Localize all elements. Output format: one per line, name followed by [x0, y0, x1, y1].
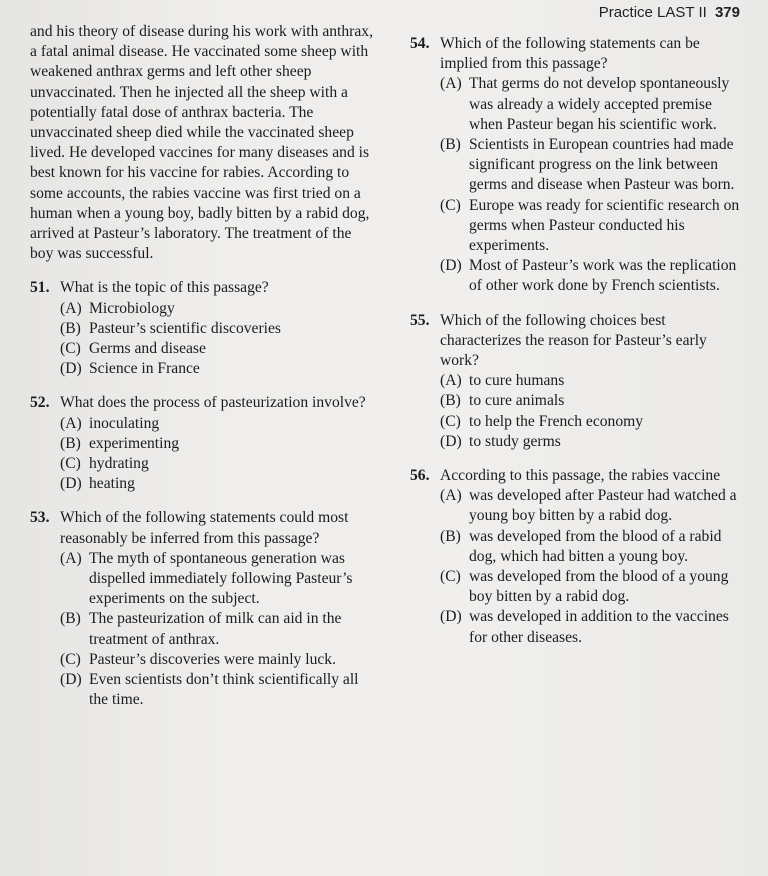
answer-option — [60, 434, 375, 454]
option-label: (B) — [60, 434, 81, 452]
question-52 — [30, 393, 375, 494]
option-text: Pasteur’s discoveries were mainly luck. — [89, 650, 336, 668]
option-label: (A) — [440, 372, 462, 390]
option-label: (B) — [440, 136, 461, 154]
answer-option — [440, 412, 745, 432]
answer-option — [60, 670, 375, 710]
question-54 — [410, 34, 745, 297]
header-title: Practice LAST II — [598, 4, 707, 21]
option-text: Microbiology — [89, 299, 175, 317]
option-label: (D) — [440, 432, 462, 450]
option-text: was developed after Pasteur had watched a young boy bitten by a rabid dog. — [469, 487, 737, 525]
right-column — [410, 34, 745, 648]
option-text: was developed from the blood of a young boy bitten by a rabid dog. — [469, 568, 729, 606]
answer-option — [60, 319, 375, 339]
option-label: (D) — [60, 475, 82, 493]
page-number: 379 — [714, 4, 740, 21]
question-53 — [30, 508, 375, 710]
option-label: (D) — [60, 360, 82, 378]
option-label: (C) — [440, 412, 461, 430]
answer-option — [440, 486, 745, 526]
option-text: was developed in addition to the vaccines for other diseases. — [469, 608, 729, 646]
question-56 — [410, 466, 745, 648]
answer-option — [60, 650, 375, 670]
option-text: hydrating — [89, 455, 149, 473]
option-label: (C) — [60, 455, 81, 473]
passage-text: and his theory of disease during his work with anthrax, a fatal animal disease. He vaccinated some sheep with weakened anthrax germs and left other sheep unvaccinated. Then he injected all the sheep with a potentially fatal dose of anthrax bacteria. The unvaccinated sheep died while the vaccinated sheep lived. He developed vaccines for many diseases and is best known for his vaccine for rabies. According to some accounts, the rabies vaccine was first tried on a human when a young boy, badly bitten by a rabid dog, arrived at Pasteur’s laboratory. The treatment of the boy was successful. — [30, 23, 373, 263]
option-label: (A) — [440, 487, 462, 505]
question-number: 56. — [410, 467, 430, 485]
answer-option — [60, 609, 375, 649]
option-label: (B) — [60, 610, 81, 628]
option-label: (B) — [440, 527, 461, 545]
question-number: 55. — [410, 311, 430, 329]
option-text: The myth of spontaneous generation was dispelled immediately following Pasteur’s experiments on the subject. — [89, 549, 353, 608]
question-number: 54. — [410, 35, 430, 52]
option-label: (A) — [440, 75, 462, 93]
question-51 — [30, 278, 375, 379]
option-label: (D) — [60, 671, 82, 689]
option-label: (D) — [440, 608, 462, 626]
answer-option — [440, 256, 745, 296]
answer-option — [440, 432, 745, 452]
question-number: 52. — [30, 394, 50, 412]
option-label: (A) — [60, 299, 82, 317]
answer-option — [60, 339, 375, 359]
question-stem: According to this passage, the rabies vaccine — [440, 467, 721, 485]
option-text: The pasteurization of milk can aid in the treatment of anthrax. — [89, 610, 342, 648]
option-label: (C) — [440, 196, 461, 214]
answer-option — [440, 607, 745, 647]
question-55 — [410, 311, 745, 452]
answer-option — [440, 196, 745, 257]
option-text: to help the French economy — [469, 412, 644, 430]
answer-option — [440, 391, 745, 411]
answer-option — [440, 567, 745, 607]
option-text: experimenting — [89, 434, 180, 452]
option-text: Most of Pasteur’s work was the replication of other work done by French scientists. — [469, 257, 737, 295]
answer-option — [60, 474, 375, 494]
option-text: Even scientists don’t think scientifically all the time. — [89, 671, 359, 709]
answer-option — [60, 414, 375, 434]
option-text: Germs and disease — [89, 340, 206, 358]
option-label: (C) — [60, 650, 81, 668]
option-text: was developed from the blood of a rabid dog, which had bitten a young boy. — [469, 527, 722, 565]
option-text: Pasteur’s scientific discoveries — [89, 319, 281, 337]
question-number: 53. — [30, 509, 50, 527]
option-label: (C) — [440, 568, 461, 586]
answer-option — [60, 454, 375, 474]
answer-option — [440, 74, 745, 135]
option-text: inoculating — [89, 414, 160, 432]
question-number: 51. — [30, 279, 50, 297]
answer-option — [60, 299, 375, 319]
option-label: (B) — [60, 319, 81, 337]
answer-option — [440, 527, 745, 567]
question-stem: Which of the following statements can be implied from this passage? — [440, 35, 700, 73]
answer-option — [60, 359, 375, 379]
question-stem: What does the process of pasteurization involve? — [60, 394, 366, 412]
option-text: to cure humans — [469, 372, 565, 390]
option-text: to cure animals — [469, 392, 565, 410]
option-label: (B) — [440, 392, 461, 410]
option-label: (A) — [60, 549, 82, 567]
option-text: Europe was ready for scientific research on germs when Pasteur conducted his experiments. — [469, 196, 740, 255]
answer-option — [60, 549, 375, 610]
answer-option — [440, 135, 745, 196]
answer-option — [440, 371, 745, 391]
option-text: Scientists in European countries had made significant progress on the link between germs and disease when Pasteur was born. — [469, 136, 735, 194]
option-text: to study germs — [469, 432, 561, 450]
option-text: That germs do not develop spontaneously was already a widely accepted premise when Pasteur began his scientific work. — [469, 75, 730, 133]
page-header — [599, 4, 740, 21]
option-text: heating — [89, 475, 135, 493]
question-stem: Which of the following choices best characterizes the reason for Pasteur’s early work? — [440, 311, 707, 370]
left-column — [30, 22, 375, 711]
option-label: (C) — [60, 340, 81, 358]
option-label: (D) — [440, 257, 462, 275]
option-text: Science in France — [89, 360, 200, 378]
question-stem: What is the topic of this passage? — [60, 279, 269, 297]
option-label: (A) — [60, 414, 82, 432]
question-stem: Which of the following statements could most reasonably be inferred from this passage? — [60, 509, 349, 547]
